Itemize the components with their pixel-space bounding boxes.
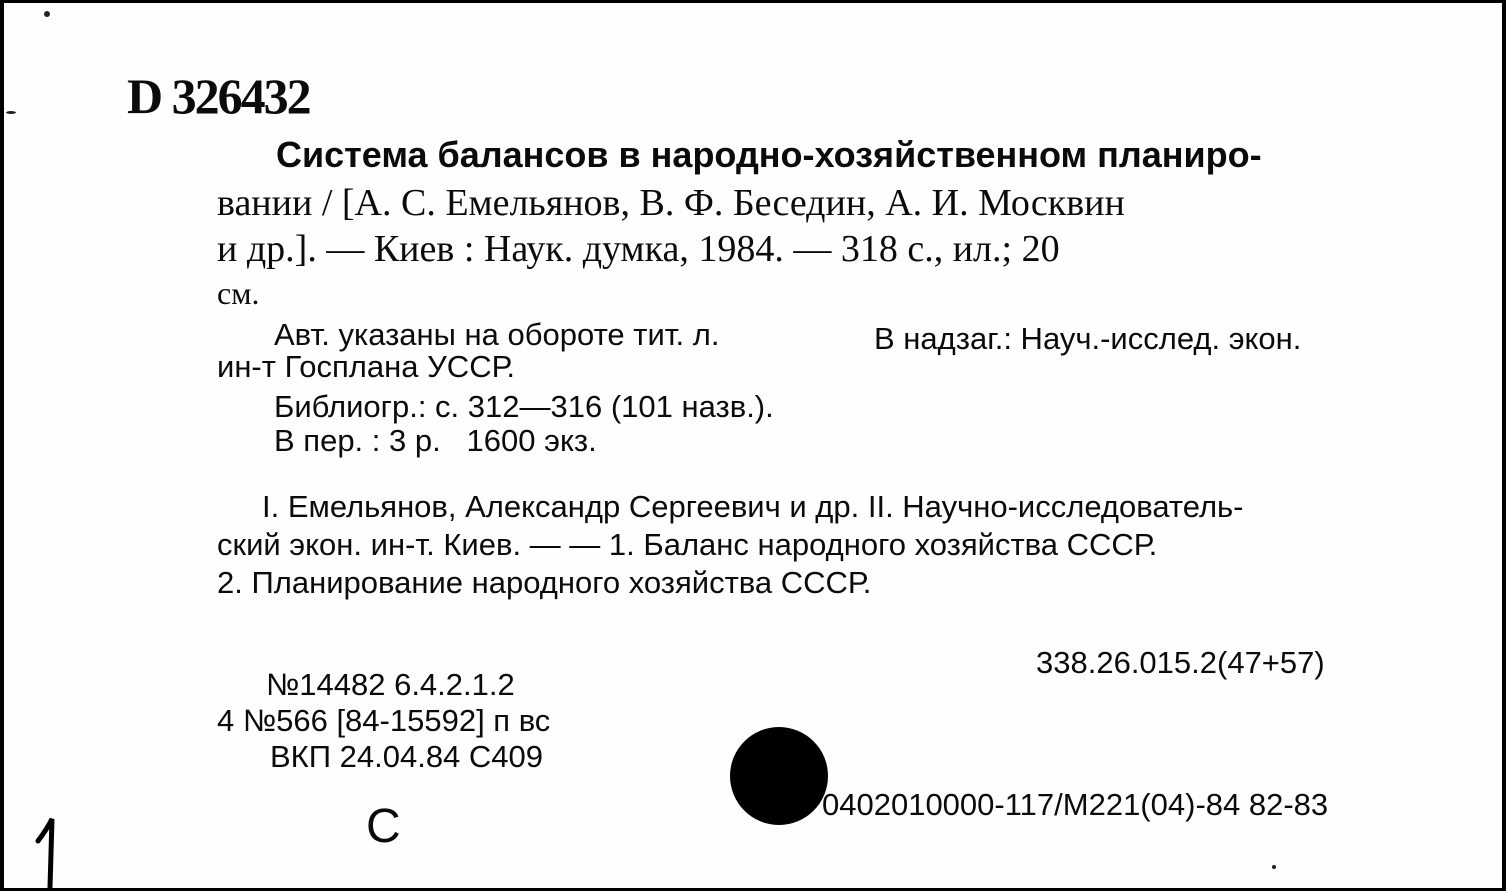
- binding-price-note: В пер. : 3 р. 1600 экз.: [274, 423, 597, 458]
- tracing-line-2: ский экон. ин-т. Киев. — — 1. Баланс народного хозяйства СССР.: [217, 527, 1158, 562]
- call-number: D 326432: [127, 68, 310, 124]
- tracing-line-1: I. Емельянов, Александр Сергеевич и др. II. Научно-исследователь-: [262, 489, 1244, 524]
- title-line-1: Система балансов в народно-хозяйственном планиро-: [276, 134, 1262, 175]
- authors-note: Авт. указаны на обороте тит. л.: [274, 317, 720, 352]
- header-note: В надзаг.: Науч.-исслед. экон.: [874, 321, 1302, 356]
- classification-code: 0402010000-117/М221(04)-84 82-83: [822, 787, 1329, 822]
- catalog-card: [4, 3, 1502, 888]
- bibliography-note: Библиогр.: с. 312—316 (101 назв.).: [274, 389, 774, 424]
- title-line-4: см.: [217, 275, 260, 311]
- speck-3: [1272, 865, 1276, 869]
- tracing-line-3: 2. Планирование народного хозяйства СССР.: [217, 565, 872, 600]
- title-line-2: вании / [А. С. Емельянов, В. Ф. Беседин, А. И. Москвин: [217, 182, 1125, 224]
- handwritten-stroke-icon: [34, 811, 58, 888]
- title-line-3: и др.]. — Киев : Наук. думка, 1984. — 318 с., ил.; 20: [217, 228, 1060, 270]
- speck-2: [6, 111, 16, 114]
- inventory-line-3: ВКП 24.04.84 С409: [270, 739, 544, 774]
- inventory-line-1: №14482 6.4.2.1.2: [266, 667, 515, 702]
- institute-line: ин-т Госплана УССР.: [217, 349, 516, 384]
- letter-mark: С: [366, 800, 401, 853]
- speck-1: [44, 11, 50, 17]
- inventory-line-2: 4 №566 [84-15592] п вс: [217, 703, 551, 738]
- udc-number: 338.26.015.2(47+57): [1036, 645, 1325, 680]
- punch-hole: [730, 727, 828, 825]
